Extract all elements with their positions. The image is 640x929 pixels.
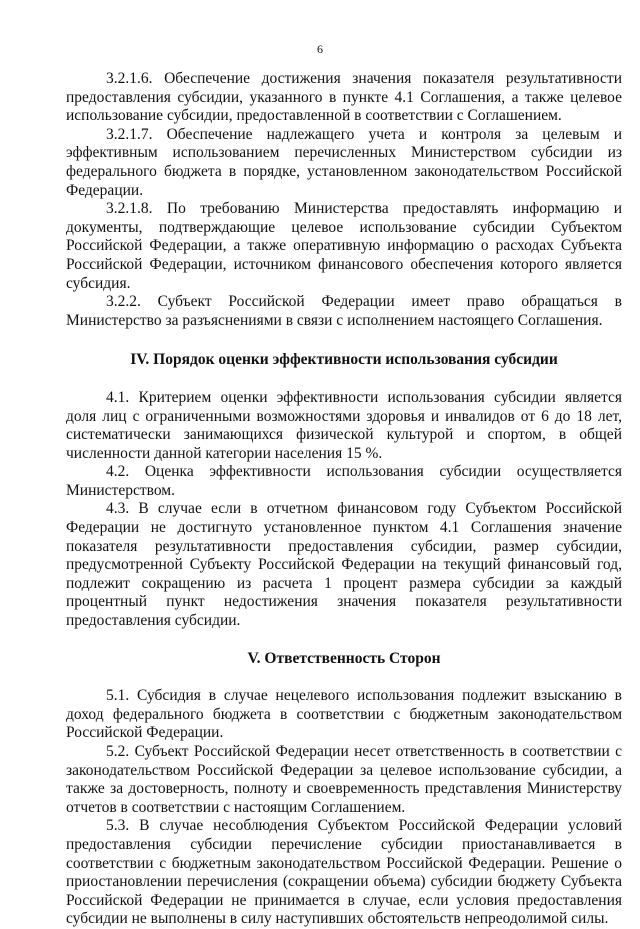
paragraph-3-2-1-7: 3.2.1.7. Обеспечение надлежащего учета и контроля за целевым и эффективным использованием перечисленных Министерством субсидии из федерального бюджета в порядке, установленном законодательством Российской Федерации. <box>66 125 622 199</box>
paragraph-3-2-1-6: 3.2.1.6. Обеспечение достижения значения показателя результативности предоставления субсидии, указанного в пункте 4.1 Соглашения, а также целевое использование субсидии, предоставленной в соответствии с Соглашением. <box>66 70 622 125</box>
paragraph-3-2-2: 3.2.2. Субъект Российской Федерации имеет право обращаться в Министерство за разъяснениями в связи с исполнением настоящего Соглашения. <box>66 293 622 329</box>
paragraph-4-3: 4.3. В случае если в отчетном финансовом году Субъектом Российской Федерации не достигнуто установленное пунктом 4.1 Соглашения значение показателя результативности предоставления субсидии, размер субсидии, предусмотренной Субъекту Российской Федерации на текущий финансовый год, подлежит сокращению из расчета 1 процент размера субсидии за каждый процентный пункт недостижения значения показателя результативности предоставления субсидии. <box>66 500 622 630</box>
paragraph-4-2: 4.2. Оценка эффективности использования субсидии осуществляется Министерством. <box>66 463 622 499</box>
paragraph-5-1: 5.1. Субсидия в случае нецелевого использования подлежит взысканию в доход федерального бюджета в соответствии с бюджетным законодательством Российской Федерации. <box>66 687 622 742</box>
paragraph-5-3: 5.3. В случае несоблюдения Субъектом Российской Федерации условий предоставления субсидии перечисление субсидии приостанавливается в соответствии с бюджетным законодательством Российской Федерации. Решение о приостановлении перечисления (сокращении объема) субсидии бюджету Субъекта Российской Федерации не принимается в случае, если условия предоставления субсидии не выполнены в силу наступивших обстоятельств непреодолимой силы. <box>66 817 622 928</box>
page-number: 6 <box>317 42 323 56</box>
paragraph-3-2-1-8: 3.2.1.8. По требованию Министерства предоставлять информацию и документы, подтверждающие целевое использование субсидии Субъектом Российской Федерации, а также оперативную информацию о расходах Субъекта Российской Федерации, источником финансового обеспечения которого является субсидия. <box>66 200 622 292</box>
paragraph-5-2: 5.2. Субъект Российской Федерации несет ответственность в соответствии с законодательством Российской Федерации за целевое использование субсидии, а также за достоверность, полноту и своевременность представления Министерству отчетов в соответствии с настоящим Соглашением. <box>66 743 622 816</box>
section-iv-heading: IV. Порядок оценки эффективности использования субсидии <box>130 351 558 369</box>
document-body <box>66 70 622 929</box>
paragraph-4-1: 4.1. Критерием оценки эффективности использования субсидии является доля лиц с ограниченными возможностями здоровья и инвалидов от 6 до 18 лет, систематически занимающихся физической культурой и спортом, в общей численности данной категории населения 15 %. <box>66 388 622 462</box>
section-v-heading: V. Ответственность Сторон <box>247 649 441 667</box>
